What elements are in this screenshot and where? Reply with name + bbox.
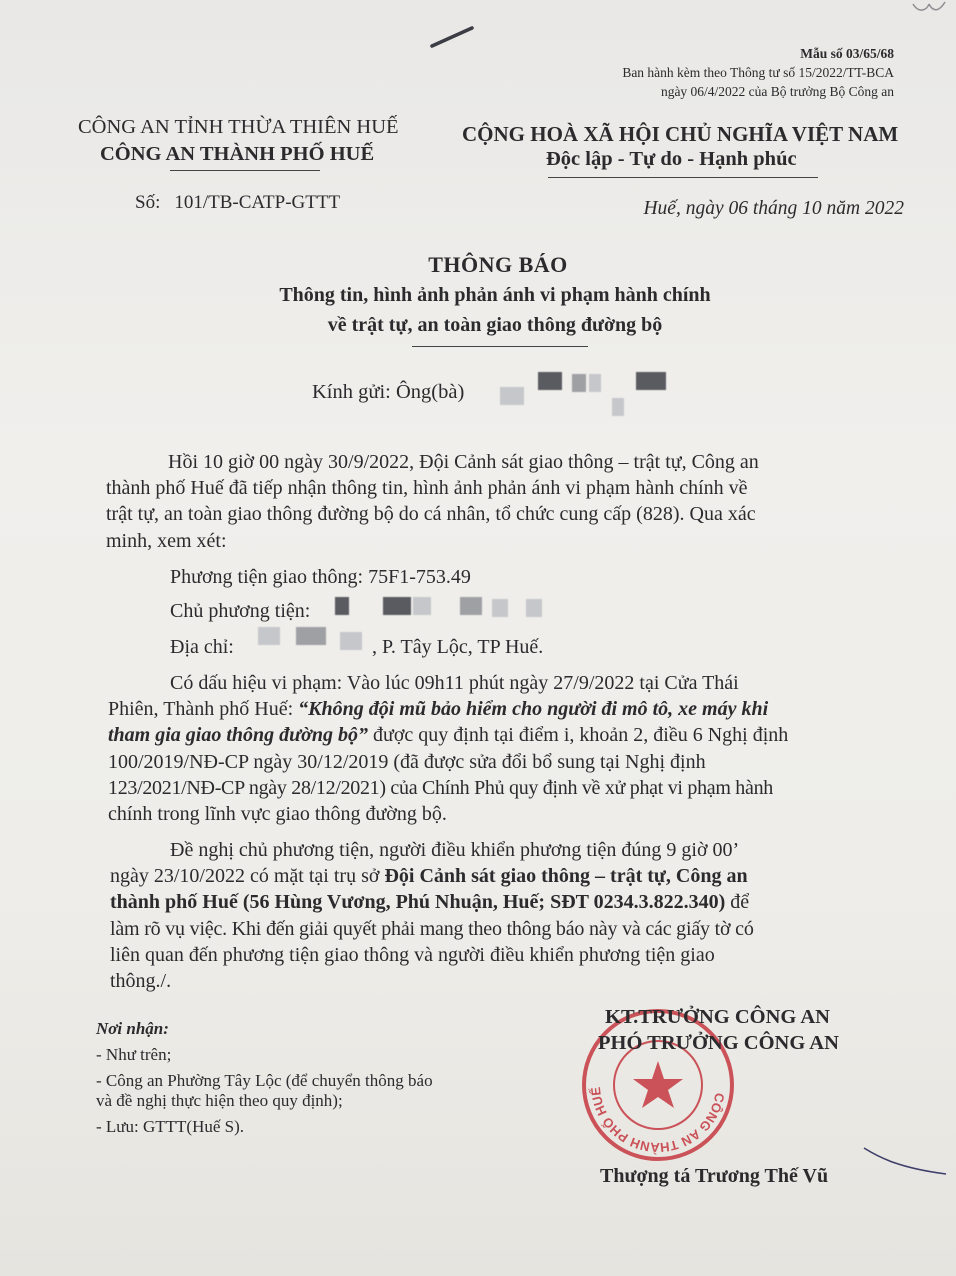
document-number-label: Số: bbox=[135, 192, 161, 213]
document-subtitle: về trật tự, an toàn giao thông đường bộ bbox=[327, 314, 663, 336]
request-paragraph bbox=[110, 837, 880, 994]
recipient-item: và đề nghị thực hiện theo quy định); bbox=[96, 1091, 343, 1110]
text-line bbox=[106, 449, 876, 475]
document-number-value: 101/TB-CATP-GTTT bbox=[174, 192, 341, 213]
divider bbox=[548, 177, 818, 178]
pen-mark bbox=[428, 22, 478, 52]
corner-scribble bbox=[905, 0, 955, 20]
owner-line bbox=[170, 600, 310, 623]
text-line: trật tự, an toàn giao thông đường bộ do cá nhân, tổ chức cung cấp (828). Qua xác bbox=[106, 503, 756, 526]
text-line: thông./. bbox=[110, 970, 172, 993]
signature-title: KT.TRƯỞNG CÔNG AN bbox=[605, 1006, 830, 1028]
redacted-address bbox=[296, 627, 326, 645]
recipients-block bbox=[96, 1016, 433, 1140]
redacted-owner bbox=[413, 597, 431, 615]
text: Có dấu hiệu vi phạm: Vào lúc 09h11 phút ngày 27/9/2022 tại Cửa Thái bbox=[170, 672, 739, 694]
text-line: chính trong lĩnh vực giao thông đường bộ. bbox=[108, 803, 447, 826]
redacted-owner bbox=[460, 597, 482, 615]
text-line bbox=[108, 696, 878, 722]
form-ref-line: ngày 06/4/2022 của Bộ trưởng Bộ Công an bbox=[660, 84, 894, 99]
redacted-name bbox=[572, 374, 586, 392]
text-line: 100/2019/NĐ-CP ngày 30/12/2019 (đã được sửa đổi bổ sung tại Nghị định bbox=[108, 750, 706, 773]
address-tail: , P. Tây Lộc, TP Huế. bbox=[372, 636, 544, 658]
text-line bbox=[108, 722, 878, 748]
signer-name: Thượng tá Trương Thế Vũ bbox=[600, 1165, 829, 1187]
redacted-name bbox=[538, 372, 562, 390]
text-line: 123/2021/NĐ-CP ngày 28/12/2021) của Chính Phủ quy định về xử phạt vi phạm hành bbox=[108, 776, 773, 799]
agency-name: CÔNG AN THÀNH PHỐ HUẾ bbox=[100, 143, 375, 165]
redacted-name bbox=[612, 398, 624, 416]
text: Phiên, Thành phố Huế: bbox=[108, 698, 299, 721]
text-line bbox=[108, 670, 878, 696]
redacted-name bbox=[589, 374, 601, 392]
license-plate: 75F1-753.49 bbox=[368, 566, 471, 588]
signature-title: PHÓ TRƯỞNG CÔNG AN bbox=[598, 1032, 839, 1054]
divider bbox=[170, 170, 320, 171]
text-line: liên quan đến phương tiện giao thông và người điều khiển phương tiện giao bbox=[110, 943, 715, 966]
text: Hồi 10 giờ 00 ngày 30/9/2022, Đội Cảnh sát giao thông – trật tự, Công an bbox=[168, 451, 759, 473]
redacted-owner bbox=[526, 599, 542, 617]
document-subtitle: Thông tin, hình ảnh phản ánh vi phạm hành chính bbox=[279, 284, 711, 306]
vehicle-line bbox=[170, 566, 471, 589]
text-line: Đề nghị chủ phương tiện, người điều khiển phương tiện đúng 9 giờ 00’ bbox=[170, 839, 740, 861]
text: để bbox=[725, 891, 750, 914]
redacted-owner bbox=[492, 599, 508, 617]
signature-stroke bbox=[860, 1140, 950, 1180]
form-code: Mẫu số 03/65/68 bbox=[800, 46, 894, 61]
redacted-owner bbox=[335, 597, 349, 615]
salutation bbox=[312, 381, 464, 404]
office-address: thành phố Huế (56 Hùng Vương, Phú Nhuận, Huế; SĐT 0234.3.822.340) bbox=[110, 891, 726, 914]
office-name: Đội Cảnh sát giao thông – trật tự, Công an bbox=[384, 865, 748, 888]
violation-quote: “Không đội mũ bảo hiểm cho người đi mô tô, xe máy khi bbox=[298, 698, 769, 721]
text-line bbox=[110, 863, 880, 889]
intro-paragraph bbox=[106, 449, 876, 554]
recipient-item: - Như trên; bbox=[96, 1045, 172, 1064]
recipient-item: - Công an Phường Tây Lộc (để chuyển thông báo bbox=[96, 1071, 433, 1090]
official-seal bbox=[578, 1005, 738, 1165]
form-reference bbox=[622, 44, 894, 101]
violation-quote: tham gia giao thông đường bộ” bbox=[108, 724, 368, 747]
text-line: thành phố Huế đã tiếp nhận thông tin, hình ảnh phản ánh vi phạm hành chính về bbox=[106, 477, 748, 500]
redacted-address bbox=[340, 632, 362, 650]
divider bbox=[412, 346, 588, 347]
svg-text:CÔNG AN THÀNH PHỐ HUẾ: CÔNG AN THÀNH PHỐ HUẾ bbox=[587, 1086, 728, 1156]
redacted-name bbox=[500, 387, 524, 405]
text-line: làm rõ vụ việc. Khi đến giải quyết phải mang theo thông báo này và các giấy tờ có bbox=[110, 917, 754, 940]
text-line: minh, xem xét: bbox=[106, 529, 227, 552]
form-ref-line: Ban hành kèm theo Thông tư số 15/2022/TT-BCA bbox=[622, 65, 894, 80]
date-place: Huế, ngày 06 tháng 10 năm 2022 bbox=[643, 198, 904, 219]
vehicle-label: Phương tiện giao thông: bbox=[170, 566, 364, 588]
violation-paragraph bbox=[108, 670, 878, 827]
agency-parent: CÔNG AN TỈNH THỪA THIÊN HUẾ bbox=[78, 116, 399, 138]
nation-heading: CỘNG HOÀ XÃ HỘI CHỦ NGHĨA VIỆT NAM bbox=[462, 122, 899, 146]
salutation-label: Kính gửi: Ông(bà) bbox=[312, 381, 465, 403]
recipients-heading: Nơi nhận: bbox=[96, 1019, 169, 1038]
redacted-owner bbox=[383, 597, 411, 615]
recipient-item: - Lưu: GTTT(Huế S). bbox=[96, 1117, 245, 1136]
redacted-name bbox=[636, 372, 666, 390]
document-number bbox=[135, 192, 340, 214]
address-label: Địa chỉ: bbox=[170, 636, 234, 658]
text: ngày 23/10/2022 có mặt tại trụ sở bbox=[110, 865, 385, 888]
motto: Độc lập - Tự do - Hạnh phúc bbox=[546, 148, 797, 170]
redacted-address bbox=[258, 627, 280, 645]
owner-label: Chủ phương tiện: bbox=[170, 600, 311, 622]
text-line bbox=[110, 889, 880, 915]
document-title: THÔNG BÁO bbox=[428, 252, 568, 277]
text: được quy định tại điểm i, khoản 2, điều 6 Nghị định bbox=[368, 724, 789, 747]
address-line bbox=[170, 636, 234, 659]
